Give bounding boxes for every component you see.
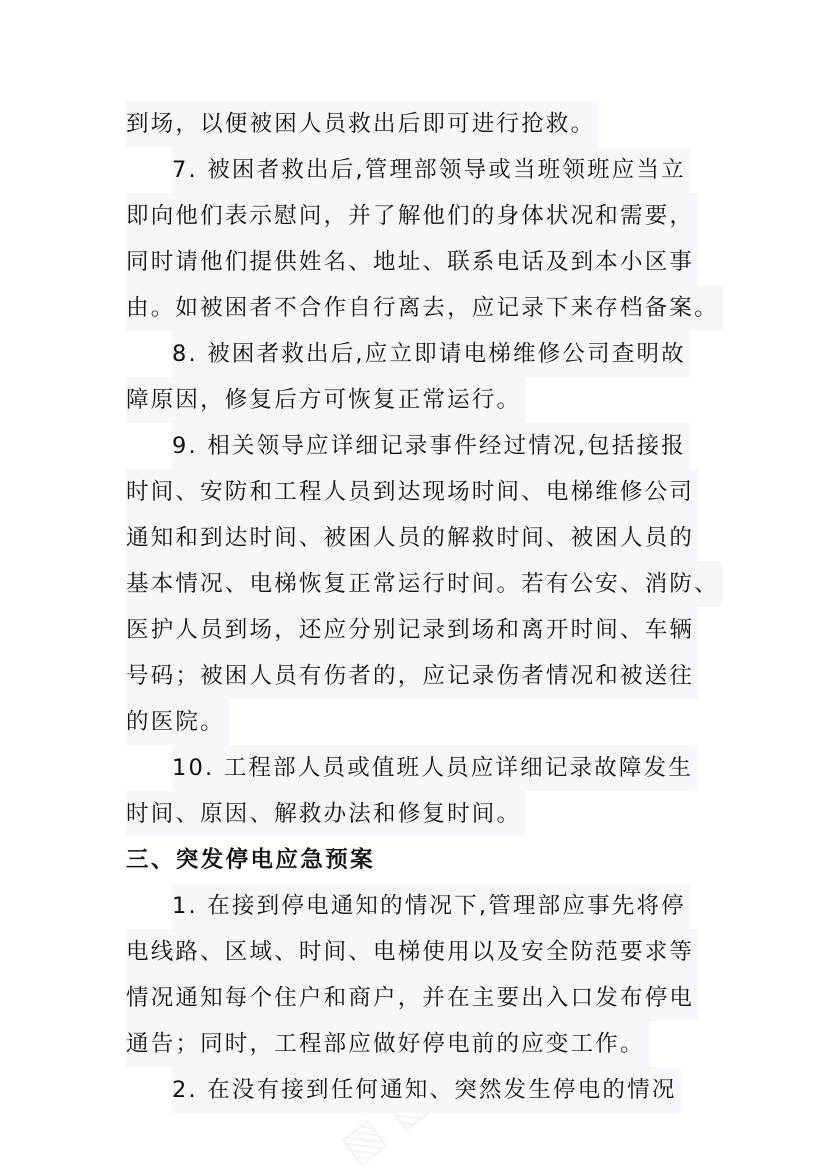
text-line: 8. 被困者救出后,应立即请电梯维修公司查明故 (172, 331, 690, 377)
text-line: 通知和到达时间、被困人员的解救时间、被困人员的 (126, 515, 698, 561)
text-line: 时间、原因、解救办法和修复时间。 (126, 791, 525, 837)
text-line: 10. 工程部人员或值班人员应详细记录故障发生 (172, 745, 697, 791)
text-line: 基本情况、电梯恢复正常运行时间。若有公安、消防、 (126, 561, 723, 607)
text-line: 1. 在接到停电通知的情况下,管理部应事先将停 (172, 883, 690, 929)
text-line: 号码；被困人员有伤者的，应记录伤者情况和被送往 (126, 653, 698, 699)
text-line: 医护人员到场，还应分别记录到场和离开时间、车辆 (126, 607, 698, 653)
text-line: 的医院。 (126, 699, 229, 745)
text-line: 时间、安防和工程人员到达现场时间、电梯维修公司 (126, 469, 698, 515)
text-line: 即向他们表示慰问，并了解他们的身体状况和需要， (126, 193, 698, 239)
text-line: 电线路、区域、时间、电梯使用以及安全防范要求等 (126, 929, 698, 975)
text-line: 9. 相关领导应详细记录事件经过情况,包括接报 (172, 423, 690, 469)
text-line: 障原因，修复后方可恢复正常运行。 (126, 377, 525, 423)
section-heading: 三、突发停电应急预案 (126, 847, 376, 873)
text-line: 2. 在没有接到任何通知、突然发生停电的情况 (172, 1067, 681, 1113)
text-line: 通告；同时，工程部应做好停电前的应变工作。 (126, 1021, 649, 1067)
text-line: 到场，以便被困人员救出后即可进行抢救。 (126, 101, 599, 147)
text-line: 情况通知每个住户和商户，并在主要出入口发布停电 (126, 975, 698, 1021)
text-line: 同时请他们提供姓名、地址、联系电话及到本小区事 (126, 239, 698, 285)
text-line: 由。如被困者不合作自行离去，应记录下来存档备案。 (126, 285, 723, 331)
text-line: 7. 被困者救出后,管理部领导或当班领班应当立 (172, 147, 690, 193)
